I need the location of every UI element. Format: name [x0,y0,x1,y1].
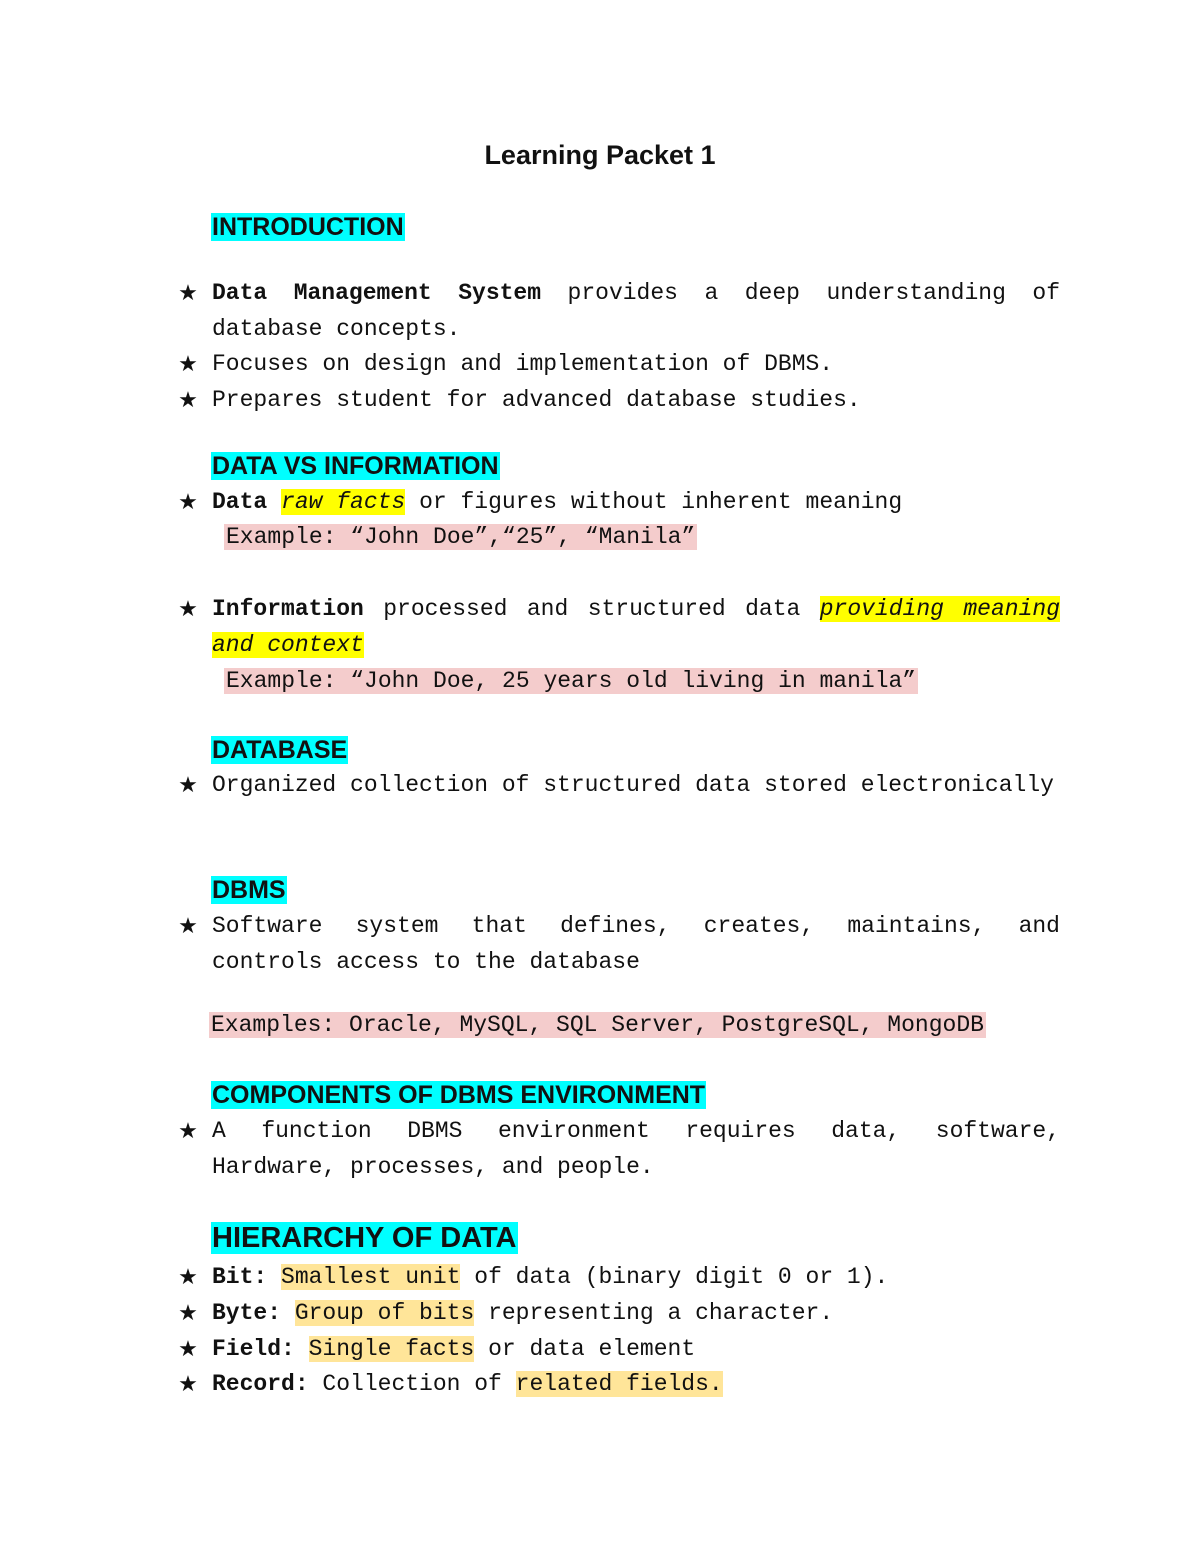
star-icon: ★ [178,1119,198,1144]
star-icon: ★ [178,1337,198,1362]
term-dms: Data Management System [212,280,542,306]
bullet-intro-3: ★ Prepares student for advanced database studies. [175,383,1060,419]
data-example: Example: “John Doe”,“25”, “Manila” [226,524,696,550]
bullet-record: ★ Record: Collection of related fields. [175,1367,1060,1403]
star-icon: ★ [178,490,198,515]
dbms-examples: Examples: Oracle, MySQL, SQL Server, PostgreSQL, MongoDB [211,1012,984,1038]
highlight-group-of-bits: Group of bits [294,1300,475,1326]
bullet-components: ★ A function DBMS environment requires data, software, Hardware, processes, and people. [175,1114,1060,1185]
heading-dbms: DBMS [212,876,286,904]
highlight-single-facts: Single facts [308,1336,475,1362]
highlight-related-fields: related fields. [515,1371,723,1397]
heading-components: COMPONENTS OF DBMS ENVIRONMENT [212,1081,706,1109]
heading-hierarchy: HIERARCHY OF DATA [212,1222,517,1254]
star-icon: ★ [178,1301,198,1326]
heading-data-vs-information: DATA VS INFORMATION [212,452,499,480]
heading-database: DATABASE [212,736,348,764]
star-icon: ★ [178,1372,198,1397]
star-icon: ★ [178,352,198,377]
information-example: Example: “John Doe, 25 years old living in manila” [226,668,917,694]
bullet-intro-1: ★ Data Management System provides a deep understanding of database concepts. [175,276,1060,347]
star-icon: ★ [178,914,198,939]
bullet-data: ★ Data raw facts or figures without inherent meaning [175,485,1060,521]
highlight-providing-meaning: providing meaning and context [212,596,1060,658]
bullet-bit: ★ Bit: Smallest unit of data (binary digit 0 or 1). [175,1260,1060,1296]
bullet-intro-2: ★ Focuses on design and implementation of DBMS. [175,347,1060,383]
bullet-dbms: ★ Software system that defines, creates, maintains, and controls access to the database [175,909,1060,980]
term-data: Data [212,489,268,515]
bullet-information: ★ Information processed and structured data providing meaning and context [175,592,1060,663]
star-icon: ★ [178,1265,198,1290]
star-icon: ★ [178,281,198,306]
highlight-smallest-unit: Smallest unit [281,1264,461,1290]
star-icon: ★ [178,597,198,622]
heading-introduction: INTRODUCTION [212,213,404,241]
star-icon: ★ [178,388,198,413]
term-information: Information [212,596,364,622]
star-icon: ★ [178,773,198,798]
bullet-field: ★ Field: Single facts or data element [175,1332,1060,1368]
bullet-database: ★ Organized collection of structured data stored electronically [175,768,1060,804]
bullet-byte: ★ Byte: Group of bits representing a character. [175,1296,1060,1332]
highlight-raw-facts: raw facts [281,489,406,515]
page-title: Learning Packet 1 [484,140,716,170]
